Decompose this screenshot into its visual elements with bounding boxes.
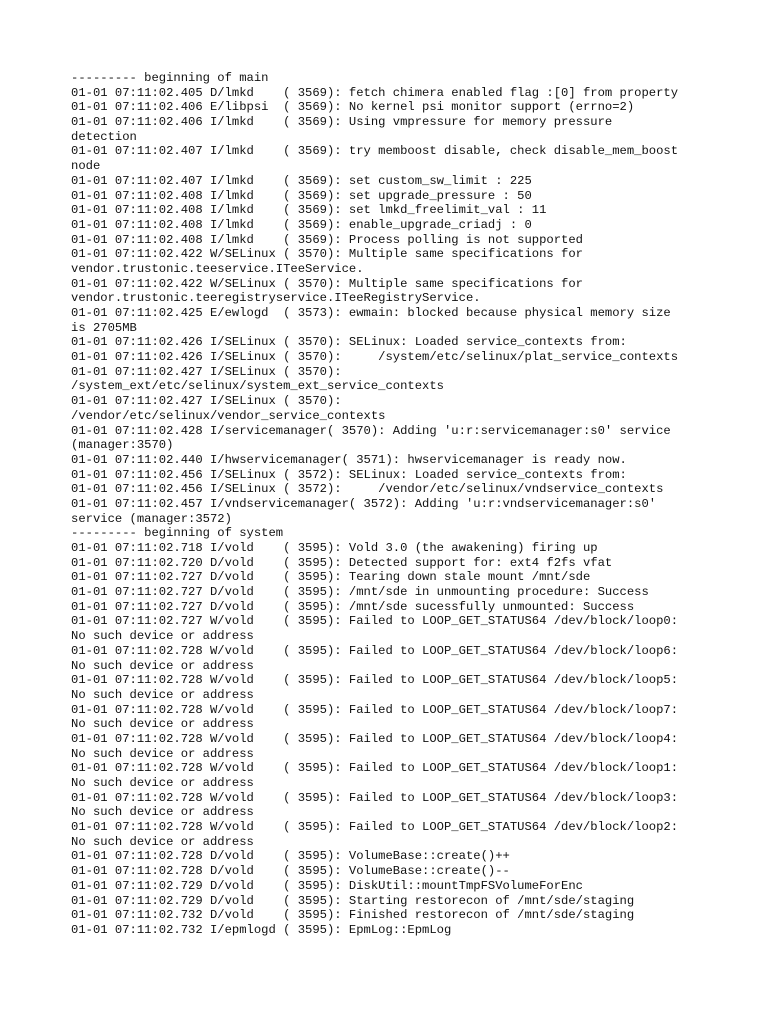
- log-line: 01-01 07:11:02.422 W/SELinux ( 3570): Multiple same specifications for: [71, 247, 583, 262]
- log-line: No such device or address: [71, 717, 254, 732]
- log-line: 01-01 07:11:02.440 I/hwservicemanager( 3571): hwservicemanager is ready now.: [71, 452, 627, 467]
- log-line: 01-01 07:11:02.727 D/vold ( 3595): Tearing down stale mount /mnt/sde: [71, 570, 591, 585]
- log-line: detection: [71, 129, 137, 144]
- log-line: vendor.trustonic.teeregistryservice.ITeeRegistryService.: [71, 291, 481, 306]
- log-line: 01-01 07:11:02.408 I/lmkd ( 3569): set lmkd_freelimit_val : 11: [71, 203, 547, 218]
- log-line: vendor.trustonic.teeservice.ITeeService.: [71, 261, 364, 276]
- log-line: (manager:3570): [71, 438, 174, 453]
- log-line: 01-01 07:11:02.406 I/lmkd ( 3569): Using vmpressure for memory pressure: [71, 115, 613, 130]
- log-section-header: --------- beginning of system: [71, 526, 284, 541]
- log-line: 01-01 07:11:02.728 W/vold ( 3595): Failed to LOOP_GET_STATUS64 /dev/block/loop1:: [71, 761, 679, 776]
- log-line: 01-01 07:11:02.727 D/vold ( 3595): /mnt/sde in unmounting procedure: Success: [71, 585, 649, 600]
- log-line: 01-01 07:11:02.422 W/SELinux ( 3570): Multiple same specifications for: [71, 276, 583, 291]
- log-line: 01-01 07:11:02.729 D/vold ( 3595): DiskUtil::mountTmpFSVolumeForEnc: [71, 878, 583, 893]
- log-line: 01-01 07:11:02.456 I/SELinux ( 3572): SELinux: Loaded service_contexts from:: [71, 467, 627, 482]
- log-line: 01-01 07:11:02.408 I/lmkd ( 3569): enable_upgrade_criadj : 0: [71, 217, 532, 232]
- log-line: service (manager:3572): [71, 511, 232, 526]
- log-line: /system_ext/etc/selinux/system_ext_service_contexts: [71, 379, 444, 394]
- log-line: 01-01 07:11:02.405 D/lmkd ( 3569): fetch chimera enabled flag :[0] from property: [71, 85, 679, 100]
- log-line: 01-01 07:11:02.728 W/vold ( 3595): Failed to LOOP_GET_STATUS64 /dev/block/loop6:: [71, 643, 679, 658]
- log-line: 01-01 07:11:02.732 I/epmlogd ( 3595): EpmLog::EpmLog: [71, 922, 452, 937]
- log-line: 01-01 07:11:02.426 I/SELinux ( 3570): SELinux: Loaded service_contexts from:: [71, 335, 627, 350]
- log-line: 01-01 07:11:02.457 I/vndservicemanager( 3572): Adding 'u:r:vndservicemanager:s0': [71, 496, 657, 511]
- log-line: No such device or address: [71, 658, 254, 673]
- log-line: No such device or address: [71, 834, 254, 849]
- log-line: 01-01 07:11:02.728 W/vold ( 3595): Failed to LOOP_GET_STATUS64 /dev/block/loop7:: [71, 702, 679, 717]
- log-line: 01-01 07:11:02.732 D/vold ( 3595): Finished restorecon of /mnt/sde/staging: [71, 908, 635, 923]
- log-line: 01-01 07:11:02.728 W/vold ( 3595): Failed to LOOP_GET_STATUS64 /dev/block/loop4:: [71, 731, 679, 746]
- log-line: 01-01 07:11:02.728 W/vold ( 3595): Failed to LOOP_GET_STATUS64 /dev/block/loop2:: [71, 820, 679, 835]
- log-line: 01-01 07:11:02.426 I/SELinux ( 3570): /system/etc/selinux/plat_service_contexts: [71, 350, 679, 365]
- log-line: 01-01 07:11:02.728 W/vold ( 3595): Failed to LOOP_GET_STATUS64 /dev/block/loop5:: [71, 673, 679, 688]
- log-line: node: [71, 159, 101, 174]
- log-section-header: --------- beginning of main: [71, 71, 269, 85]
- log-line: No such device or address: [71, 805, 254, 820]
- log-line: 01-01 07:11:02.728 W/vold ( 3595): Failed to LOOP_GET_STATUS64 /dev/block/loop3:: [71, 790, 679, 805]
- log-line: 01-01 07:11:02.406 E/libpsi ( 3569): No kernel psi monitor support (errno=2): [71, 100, 635, 115]
- log-line: No such device or address: [71, 776, 254, 790]
- log-line: 01-01 07:11:02.728 D/vold ( 3595): VolumeBase::create()++: [71, 849, 510, 864]
- log-line: 01-01 07:11:02.718 I/vold ( 3595): Vold 3.0 (the awakening) firing up: [71, 541, 598, 555]
- log-line: 01-01 07:11:02.407 I/lmkd ( 3569): try memboost disable, check disable_mem_boost: [71, 144, 679, 159]
- log-line: 01-01 07:11:02.407 I/lmkd ( 3569): set custom_sw_limit : 225: [71, 173, 532, 188]
- log-text: [71, 71, 711, 938]
- log-line: No such device or address: [71, 629, 254, 644]
- log-line: is 2705MB: [71, 320, 137, 335]
- log-line: 01-01 07:11:02.456 I/SELinux ( 3572): /vendor/etc/selinux/vndservice_contexts: [71, 482, 664, 497]
- log-line: 01-01 07:11:02.727 W/vold ( 3595): Failed to LOOP_GET_STATUS64 /dev/block/loop0:: [71, 614, 679, 629]
- log-line: No such device or address: [71, 746, 254, 761]
- log-line: 01-01 07:11:02.408 I/lmkd ( 3569): set upgrade_pressure : 50: [71, 188, 532, 203]
- log-line: No such device or address: [71, 687, 254, 702]
- log-line: /vendor/etc/selinux/vendor_service_contexts: [71, 408, 386, 423]
- log-line: 01-01 07:11:02.425 E/ewlogd ( 3573): ewmain: blocked because physical memory size: [71, 306, 671, 320]
- log-line: 01-01 07:11:02.727 D/vold ( 3595): /mnt/sde sucessfully unmounted: Success: [71, 599, 635, 614]
- log-line: 01-01 07:11:02.728 D/vold ( 3595): VolumeBase::create()--: [71, 864, 510, 879]
- log-line: 01-01 07:11:02.408 I/lmkd ( 3569): Process polling is not supported: [71, 232, 583, 247]
- log-line: 01-01 07:11:02.729 D/vold ( 3595): Starting restorecon of /mnt/sde/staging: [71, 893, 635, 908]
- log-line: 01-01 07:11:02.427 I/SELinux ( 3570):: [71, 394, 342, 409]
- log-line: 01-01 07:11:02.720 D/vold ( 3595): Detected support for: ext4 f2fs vfat: [71, 555, 613, 570]
- log-line: 01-01 07:11:02.428 I/servicemanager( 3570): Adding 'u:r:servicemanager:s0' service: [71, 423, 671, 438]
- log-line: 01-01 07:11:02.427 I/SELinux ( 3570):: [71, 364, 342, 379]
